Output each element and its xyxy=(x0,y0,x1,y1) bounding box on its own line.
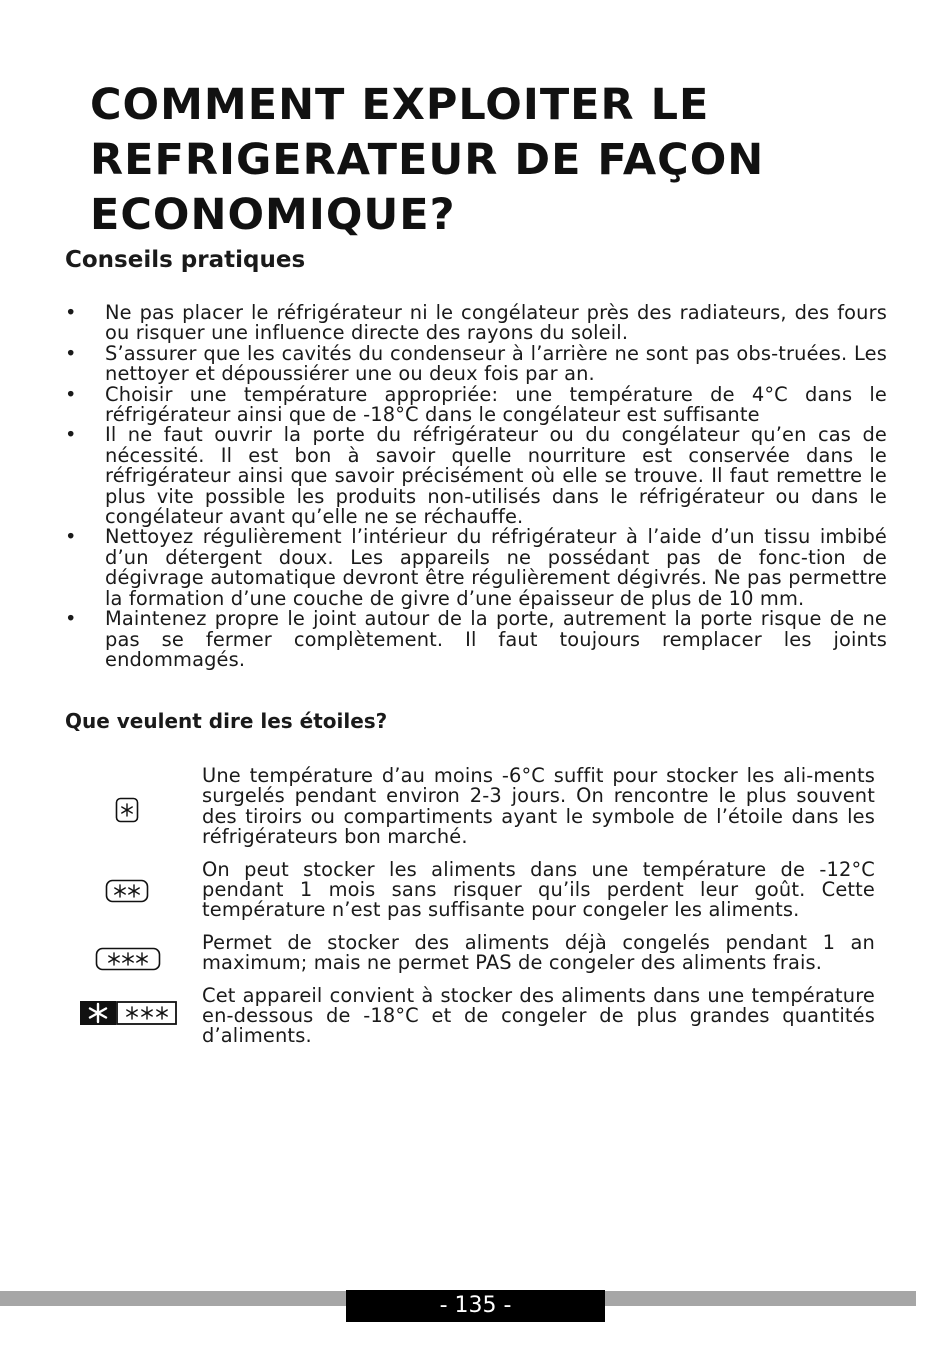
star-row-text: Permet de stocker des aliments déjà congelés pendant 1 an maximum; mais ne permet PAS de congeler des aliments frais. xyxy=(202,930,875,975)
list-item xyxy=(65,527,887,609)
tips-list xyxy=(65,303,887,670)
star-row-2 xyxy=(65,857,875,922)
bullet-icon: • xyxy=(65,525,77,549)
star-row-text: Cet appareil convient à stocker des aliments dans une température en-dessous de -18°C et de congeler de plus grandes quantités d’aliments. xyxy=(202,983,875,1048)
list-item-text: Maintenez propre le joint autour de la porte, autrement la porte risque de ne pas se fermer complètement. Il faut toujours remplacer les joints endommagés. xyxy=(105,607,887,671)
bullet-icon: • xyxy=(65,301,77,324)
list-item-text: Choisir une température appropriée: une température de 4°C dans le réfrigérateur ainsi que de -18°C dans le congélateur est suffisante xyxy=(105,382,887,427)
star-row-text: Une température d’au moins -6°C suffit pour stocker les ali-ments surgelés pendant environ 2-3 jours. On rencontre le plus souvent des tiroirs ou compartiments ayant le symbole de l’étoile dans les réfrigérateurs bon marché. xyxy=(202,764,875,849)
bullet-icon: • xyxy=(65,382,77,406)
star-row-text: On peut stocker les aliments dans une température de -12°C pendant 1 mois sans risquer qu’ils perdent leur goût. Cette température n’est pas suffisante pour congeler les aliments. xyxy=(202,857,875,922)
three-star-icon xyxy=(95,947,161,971)
two-star-icon xyxy=(105,879,149,903)
list-item xyxy=(65,609,887,670)
star-rating-list xyxy=(65,766,875,1059)
list-item-text: S’assurer que les cavités du condenseur à l’arrière ne sont pas obs-truées. Les nettoyer et dépoussiérer une ou deux fois par an. xyxy=(105,341,887,386)
section-heading-etoiles: Que veulent dire les étoiles? xyxy=(65,709,388,733)
bullet-icon: • xyxy=(65,423,77,447)
list-item-text: Il ne faut ouvrir la porte du réfrigérateur ou du congélateur qu’en cas de nécessité. Il est bon à savoir quelle nourriture est conservée dans le réfrigérateur ainsi que savoir précisément où elle se trouve. Il faut remettre le plus vite possible les produits non-utilisés dans le réfrigérateur ou dans le congélateur avant qu’elle ne se réchauffe. xyxy=(105,423,887,529)
star-row-1 xyxy=(65,766,875,848)
section-heading-conseils: Conseils pratiques xyxy=(65,247,306,273)
bullet-icon: • xyxy=(65,607,77,631)
list-item xyxy=(65,341,887,386)
list-item-text: Ne pas placer le réfrigérateur ni le congélateur près des radiateurs, des fours ou risquer une influence directe des rayons du soleil. xyxy=(105,301,887,345)
list-item-text: Nettoyez régulièrement l’intérieur du réfrigérateur à l’aide d’un tissu imbibé d’un détergent doux. Les appareils ne possédant pas de fonc-tion de dégivrage automatique devront être régulièrement dégivrés. Ne pas permettre la formation d’une couche de givre d’une épaisseur de plus de 10 mm. xyxy=(105,525,887,610)
four-star-freezer-icon xyxy=(80,1000,178,1026)
page-number: - 135 - xyxy=(346,1290,605,1322)
list-item xyxy=(65,303,887,344)
star-row-3 xyxy=(65,930,875,975)
title-line-3: ECONOMIQUE? xyxy=(90,190,456,240)
one-star-icon xyxy=(115,797,139,823)
list-item xyxy=(65,382,887,427)
title-line-2: REFRIGERATEUR DE FAÇON xyxy=(90,135,765,185)
list-item xyxy=(65,425,887,527)
bullet-icon: • xyxy=(65,341,77,365)
title-line-1: COMMENT EXPLOITER LE xyxy=(90,80,710,130)
star-row-4 xyxy=(65,983,875,1048)
page-title xyxy=(90,78,910,243)
